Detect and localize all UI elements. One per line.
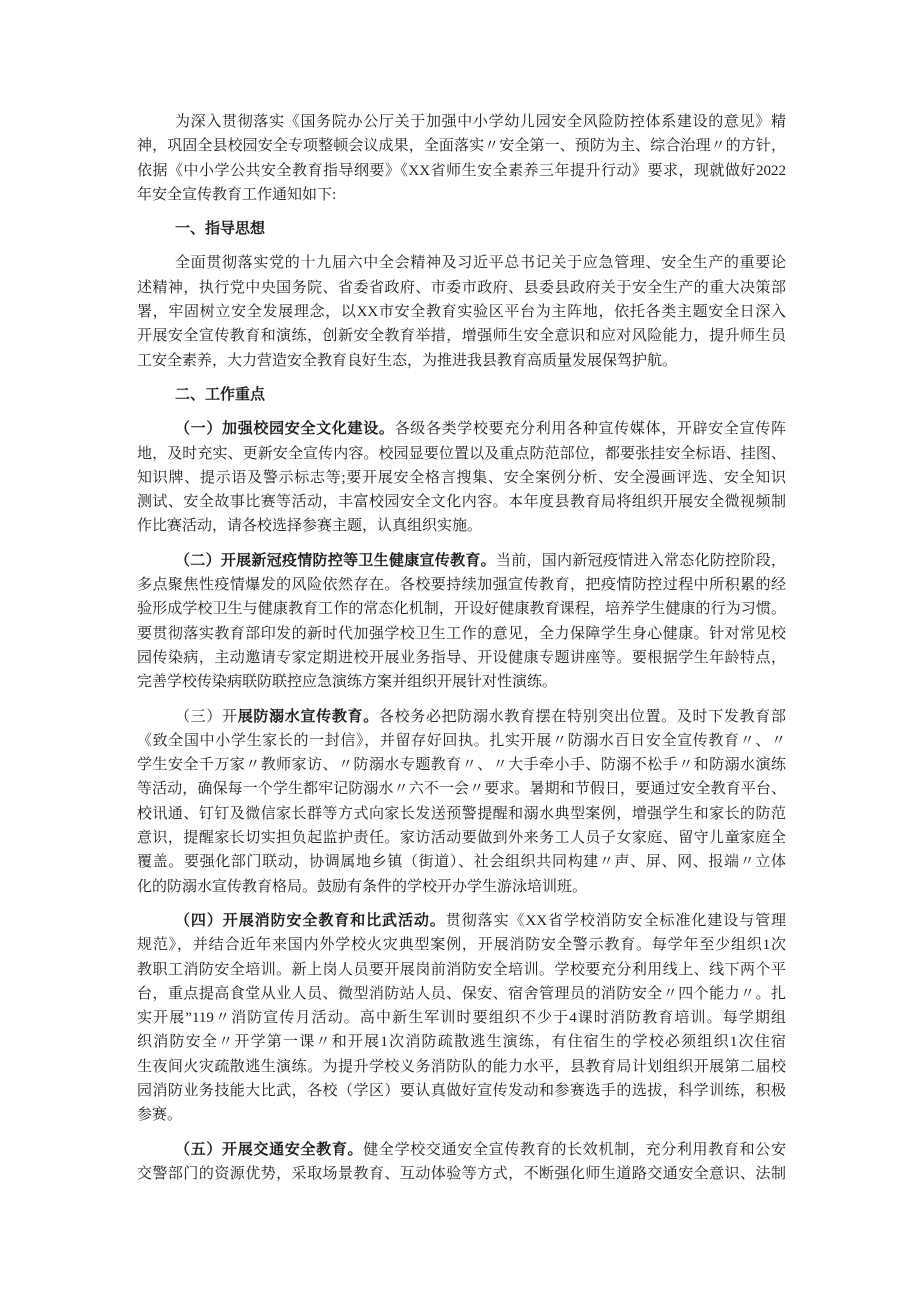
intro-line: 神，巩固全县校园安全专项整顿会议成果，全面落实〃安全第一、预防为主、综合治理〃的方针， — [137, 138, 786, 155]
item-first-line — [137, 549, 786, 573]
section-heading: 一、指导思想 — [175, 221, 266, 238]
item-line: 园消防业务技能大比武，各校（学区）要认真做好宣传发动和参赛选手的选拔，科学训练，积极 — [137, 1082, 786, 1099]
item-line: 验形成学校卫生与健康教育工作的常态化机制，开设好健康教育课程，培养学生健康的行为习惯。 — [137, 601, 786, 618]
item-paragraph — [137, 1138, 786, 1187]
item-line: 完善学校传染病联防联控应急演练方案并组织开展针对性演练。 — [137, 674, 558, 691]
document-body — [137, 110, 786, 1196]
intro-line: 年安全宣传教育工作通知如下: — [137, 186, 337, 203]
item-line: 地，及时充实、更新安全宣传内容。校园显要位置以及重点防范部位，都要张挂安全标语、挂图、 — [137, 445, 786, 462]
item-line: 意识，提醒家长切实担负起监护责任。家访活动要做到外来务工人员子女家庭、留守儿童家庭全 — [137, 830, 786, 847]
item-line: 覆盖。要强化部门联动，协调属地乡镇（街道）、社会组织共同构建〃声、屏、网、报端〃立体 — [137, 854, 786, 871]
section-heading: 二、工作重点 — [175, 386, 266, 403]
item-line: 测试、安全故事比赛等活动，丰富校园安全文化内容。本年度县教育局将组织开展安全微视频制 — [137, 494, 786, 511]
item-first-line — [137, 417, 786, 441]
item-first-line — [137, 1138, 786, 1162]
item-line: 等活动，确保每一个学生都牢记防溺水〃六不一会〃要求。暑期和节假日，要通过安全教育平台、 — [137, 781, 786, 798]
item-paragraph — [137, 417, 786, 538]
item-line: 台，重点提高食堂从业人员、微型消防站人员、保安、宿舍管理员的消防安全〃四个能力〃。扎 — [137, 985, 786, 1002]
section1-line: 述精神，执行党中央国务院、省委省政府、市委市政府、县委县政府关于安全生产的重大决策部 — [137, 279, 786, 296]
section1-line: 全面贯彻落实党的十九届六中全会精神及习近平总书记关于应急管理、安全生产的重要论 — [175, 255, 786, 272]
item-title: 展防溺水宣传教育。 — [237, 708, 379, 725]
item-text: 当前，国内新冠疫情进入常态化防控阶段， — [495, 552, 786, 569]
item-line: 教职工消防安全培训。新上岗人员要开展岗前消防安全培训。学校要充分利用线上、线下两个平 — [137, 961, 786, 978]
item-line: 知识牌、提示语及警示标志等;要开展安全格言搜集、安全案例分析、安全漫画评选、安全知识 — [137, 469, 786, 486]
item-line: 作比赛活动，请各校选择参赛主题，认真组织实施。 — [137, 518, 483, 535]
item-line: 交警部门的资源优势，采取场景教育、互动体验等方式，不断强化师生道路交通安全意识、法制 — [137, 1165, 786, 1182]
item-line: 织消防安全〃开学第一课〃和开展1次消防疏散逃生演练，有住宿生的学校必须组织1次住宿 — [137, 1034, 786, 1051]
item-first-line — [137, 909, 786, 933]
section1-line: 开展安全宣传教育和演练，创新安全教育举措，增强师生安全意识和应对风险能力，提升师生员 — [137, 328, 786, 345]
item-title: （二）开展新冠疫情防控等卫生健康宣传教育。 — [175, 552, 496, 569]
item-paragraph — [137, 909, 786, 1128]
item-line: 校讯通、钉钉及微信家长群等方式向家长发送预警提醒和溺水典型案例，增强学生和家长的防范 — [137, 805, 786, 822]
item-line: 要贯彻落实教育部印发的新时代加强学校卫生工作的意见，全力保障学生身心健康。针对常见校 — [137, 625, 786, 642]
item-paragraph — [137, 549, 786, 695]
item-line: 参赛。 — [137, 1107, 183, 1124]
item-title: （五）开展交通安全教育。 — [175, 1141, 364, 1158]
item-line: 化的防溺水宣传教育格局。鼓励有条件的学校开办学生游泳培训班。 — [137, 878, 588, 895]
section1-line: 署，牢固树立安全发展理念，以XX市安全教育实验区平台为主阵地，依托各类主题安全日深入 — [137, 304, 786, 321]
item-title-prefix: （三）开 — [175, 708, 238, 725]
intro-line: 依据《中小学公共安全教育指导纲要》《XX省师生安全素养三年提升行动》要求，现就做好2022 — [137, 162, 786, 179]
item-line: 园传染病，主动邀请专家定期进校开展业务指导、开设健康专题讲座等。要根据学生年龄特点， — [137, 649, 786, 666]
item-line: 《致全国中小学生家长的一封信》，并留存好回执。扎实开展〃防溺水百日安全宣传教育〃、〃 — [137, 732, 786, 749]
section1-paragraph — [137, 251, 786, 372]
intro-paragraph — [137, 110, 786, 207]
item-text: 各级各类学校要充分利用各种宣传媒体，开辟安全宣传阵 — [394, 421, 786, 438]
item-paragraph — [137, 705, 786, 899]
item-title: （四）开展消防安全教育和比武活动。 — [175, 912, 446, 929]
item-line: 多点聚焦性疫情爆发的风险依然存在。各校要持续加强宣传教育，把疫情防控过程中所积累的经 — [137, 577, 786, 594]
section1-line: 工安全素养，大力营造安全教育良好生态，为推进我县教育高质量发展保驾护航。 — [137, 352, 678, 369]
item-line: 规范》，并结合近年来国内外学校火灾典型案例，开展消防安全警示教育。每学年至少组织1次 — [137, 937, 786, 954]
intro-line: 为深入贯彻落实《国务院办公厅关于加强中小学幼儿园安全风险防控体系建设的意见》精 — [175, 114, 786, 130]
item-line: 实开展”119〃消防宣传月活动。高中新生军训时要组织不少于4课时消防教育培训。每学期组 — [137, 1010, 786, 1027]
item-text: 各校务必把防溺水教育摆在特别突出位置。及时下发教育部 — [378, 708, 786, 725]
item-line: 生夜间火灾疏散逃生演练。为提升学校义务消防队的能力水平，县教育局计划组织开展第二届校 — [137, 1058, 786, 1075]
item-title: （一）加强校园安全文化建设。 — [175, 421, 395, 438]
item-text: 健全学校交通安全宣传教育的长效机制，充分利用教育和公安 — [363, 1141, 786, 1158]
item-text: 贯彻落实《XX省学校消防安全标准化建设与管理 — [445, 912, 786, 929]
item-first-line — [137, 705, 786, 729]
item-line: 学生安全千万家〃教师家访、〃防溺水专题教育〃、〃大手牵小手、防溺不松手〃和防溺水演练 — [137, 757, 786, 774]
